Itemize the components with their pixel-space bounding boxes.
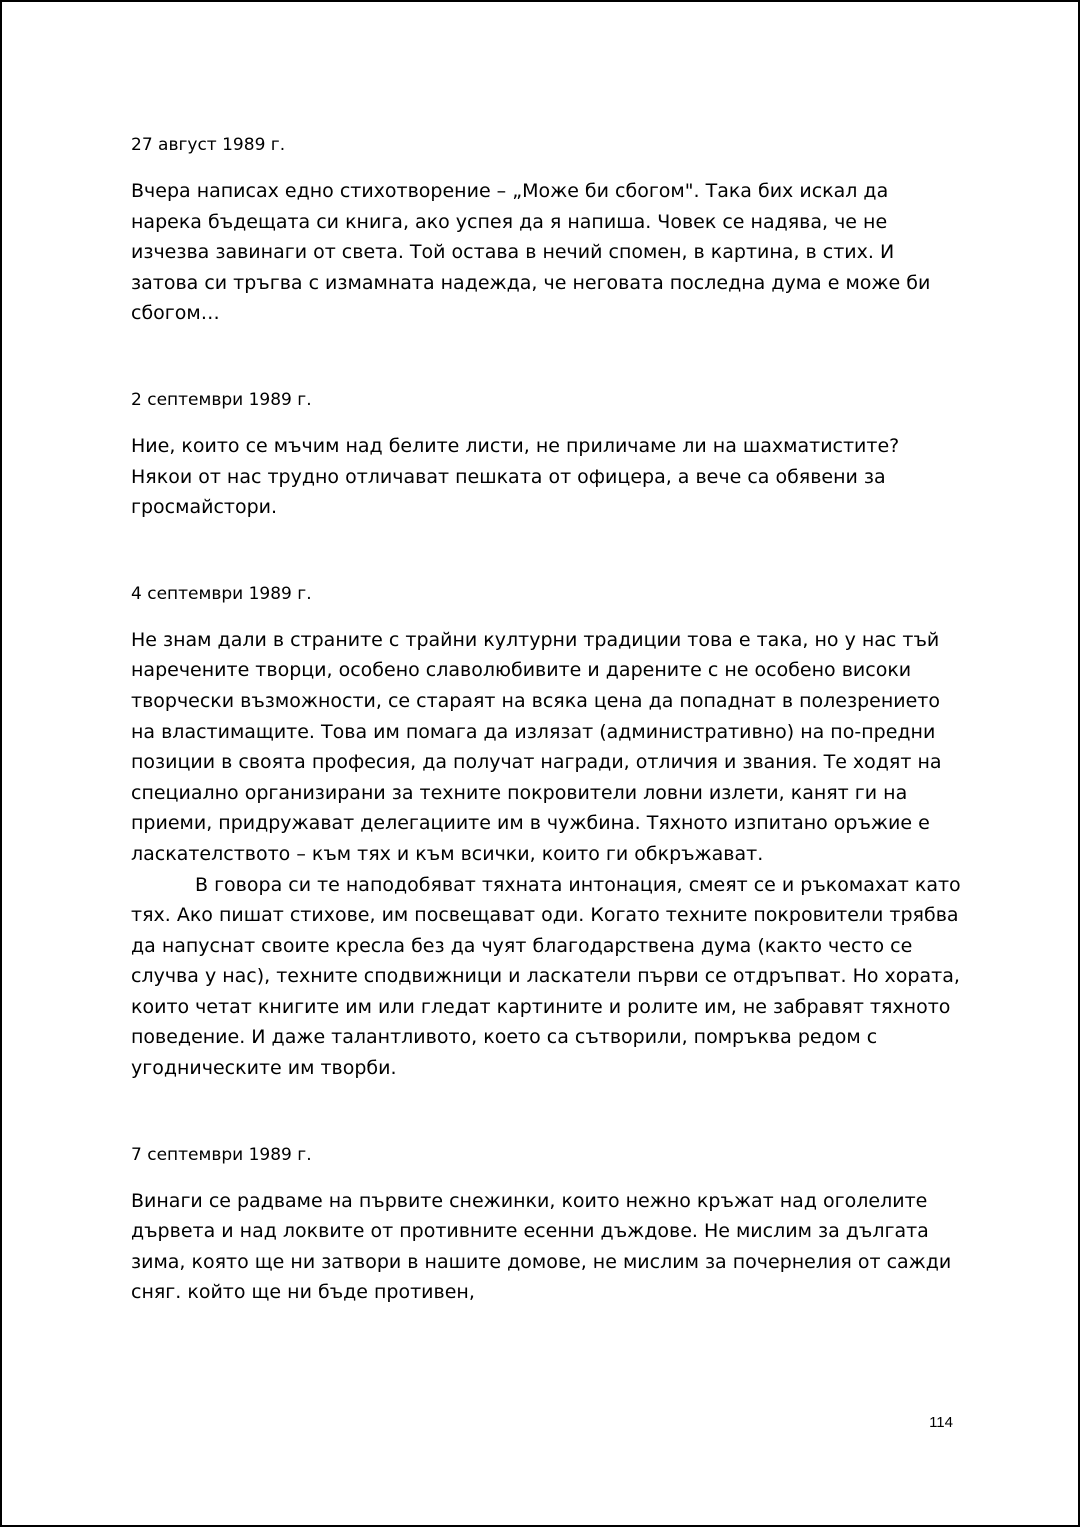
entry-paragraph: Вчера написах едно стихотворение – „Може би сбогом". Така бих искал да нарека бъдещата си книга, ако успея да я напиша. Човек се надява, че не изчезва завинаги от света. Той остава в нечий спомен, в картина, в стих. И затова си тръгва с измамната надежда, че неговата последна дума е може би сбогом…: [131, 180, 931, 325]
entry-date: 2 септември 1989 г.: [131, 389, 312, 410]
entry-date: 7 септември 1989 г.: [131, 1144, 312, 1165]
entry-date: 4 септември 1989 г.: [131, 583, 312, 604]
diary-entry-sep-7: [131, 1140, 961, 1308]
entry-date: 27 август 1989 г.: [131, 135, 286, 155]
entry-paragraph: Не знам дали в страните с трайни културни традиции това е така, но у нас тъй наречените творци, особено славолюбивите и дарените с не особено високи творчески възможности, се стараят на всяка цена да попаднат в полезрението на властимащите. Това им помага да излязат (административно) на по-предни позиции в своята професия, да получат награди, отличия и звания. Те ходят на специално организирани за техните покровители ловни излети, канят ги на приеми, придружават делегациите им в чужбина. Тяхното изпитано оръжие е ласкателството – към тях и към всички, които ги обкръжават.: [131, 628, 942, 865]
entry-paragraph-indented: В говора си те наподобяват тяхната интонация, смеят се и ръкомахат като тях. Ако пишат стихове, им посвещават оди. Когато техните покровители трябва да напуснат своите кресла без да чуят благодарствена дума (както често се случва у нас), техните сподвижници и ласкатели първи се отдръпват. Но хората, които четат книгите им или гледат картините и ролите им, не забравят тяхното поведение. И даже талантливото, което са сътворили, помръква редом с угодническите им творби.: [131, 873, 961, 1080]
entry-paragraph: Винаги се радваме на първите снежинки, които нежно кръжат над оголелите дървета и над локвите от противните есенни дъждове. Не мислим за дългата зима, която ще ни затвори в нашите домове, не мислим за почернелия от сажди сняг. който ще ни бъде противен,: [131, 1189, 952, 1304]
diary-entry-sep-4: [131, 579, 961, 1084]
page-number: 114: [929, 1414, 953, 1431]
diary-entry-aug-27: [131, 130, 961, 329]
page-content: [131, 130, 961, 1364]
entry-paragraph: Ние, които се мъчим над белите листи, не приличаме ли на шахматистите? Някои от нас трудно отличават пешката от офицера, а вече са обявени за гросмайстори.: [131, 434, 900, 519]
diary-entry-sep-2: [131, 385, 961, 523]
